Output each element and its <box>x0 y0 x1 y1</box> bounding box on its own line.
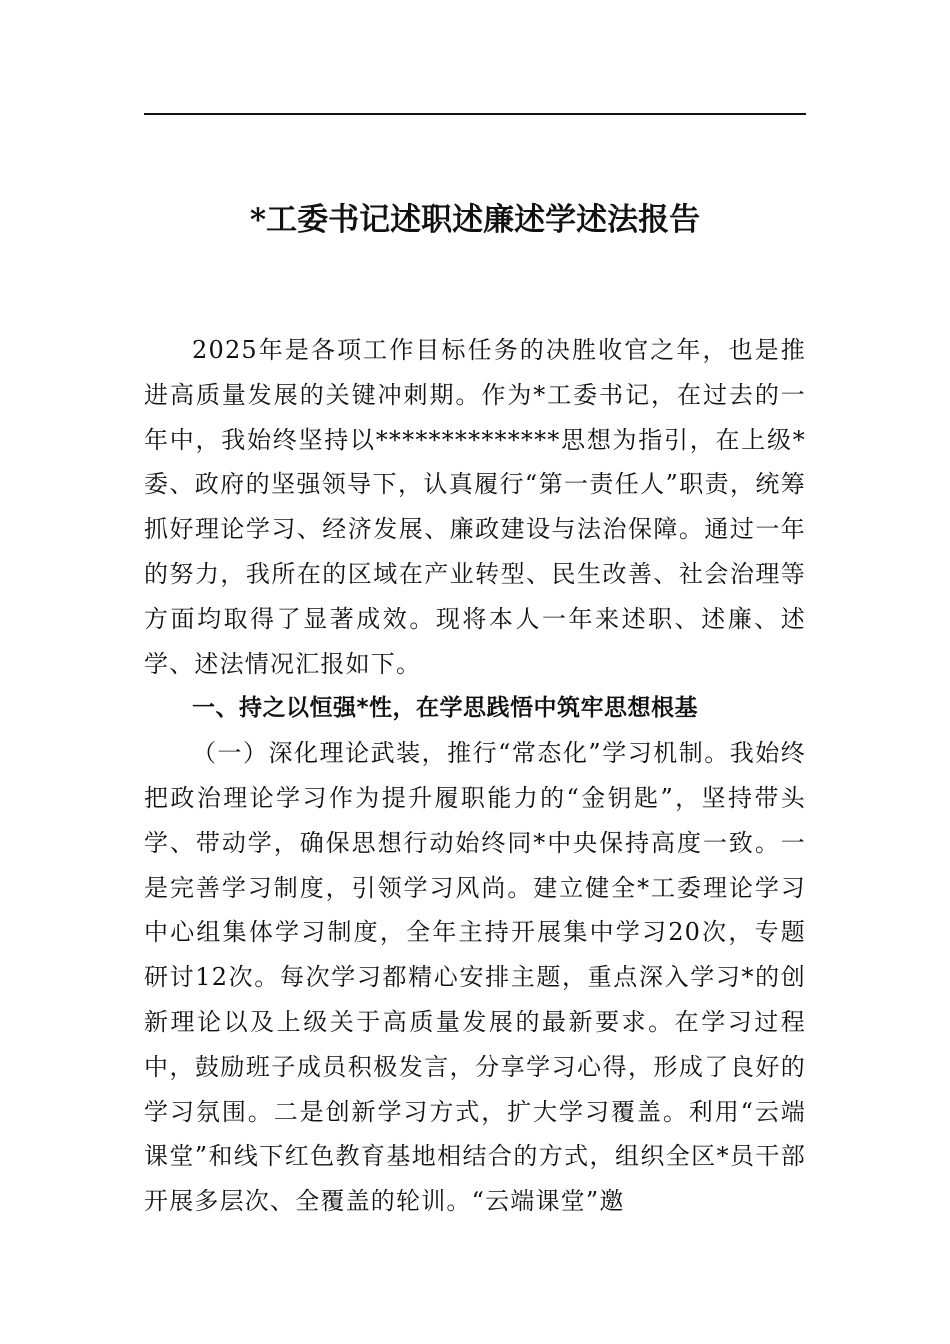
intro-paragraph: 2025年是各项工作目标任务的决胜收官之年，也是推进高质量发展的关键冲刺期。作为*工委书记，在过去的一年中，我始终坚持以**************思想为指引，在上级*委、政府的坚强领导下，认真履行“第一责任人”职责，统筹抓好理论学习、经济发展、廉政建设与法治保障。通过一年的努力，我所在的区域在产业转型、民生改善、社会治理等方面均取得了显著成效。现将本人一年来述职、述廉、述学、述法情况汇报如下。 <box>144 336 806 678</box>
document-title: *工委书记述职述廉述学述法报告 <box>249 202 701 238</box>
header-rule <box>144 113 806 115</box>
document-body <box>144 328 806 1224</box>
section-heading-1: 一、持之以恒强*性，在学思践悟中筑牢思想根基 <box>192 695 699 722</box>
section-1-paragraph-1: （一）深化理论武装，推行“常态化”学习机制。我始终把政治理论学习作为提升履职能力的“金钥匙”，坚持带头学、带动学，确保思想行动始终同*中央保持高度一致。一是完善学习制度，引领学习风尚。建立健全*工委理论学习中心组集体学习制度，全年主持开展集中学习20次，专题研讨12次。每次学习都精心安排主题，重点深入学习*的创新理论以及上级关于高质量发展的最新要求。在学习过程中，鼓励班子成员积极发言，分享学习心得，形成了良好的学习氛围。二是创新学习方式，扩大学习覆盖。利用“云端课堂”和线下红色教育基地相结合的方式，组织全区*员干部开展多层次、全覆盖的轮训。“云端课堂”邀 <box>144 739 806 1216</box>
